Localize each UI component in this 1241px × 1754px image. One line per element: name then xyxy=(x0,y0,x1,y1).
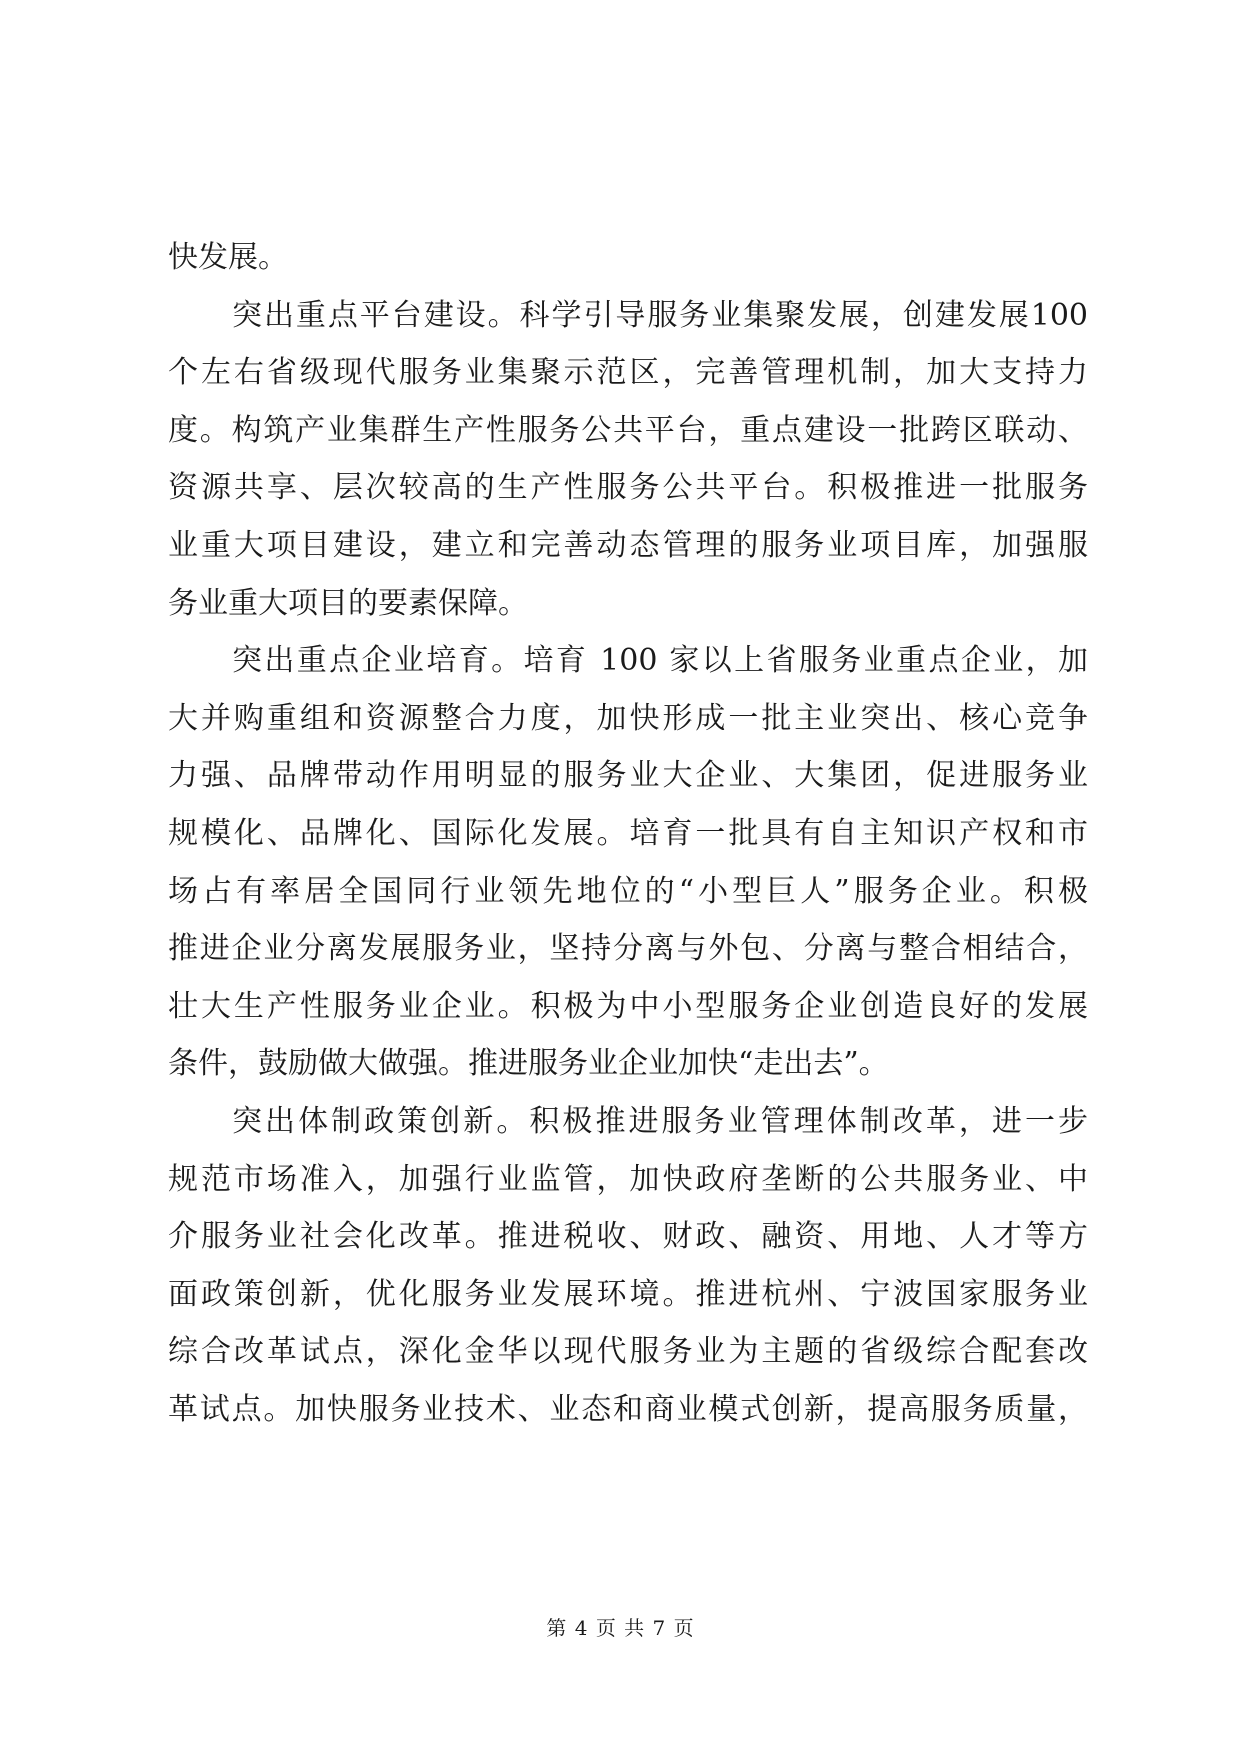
text-line: 度。构筑产业集群生产性服务公共平台，重点建设一批跨区联动、 xyxy=(168,412,1088,448)
text-line: 革试点。加快服务业技术、业态和商业模式创新，提高服务质量， xyxy=(168,1391,1088,1427)
text-line: 规模化、品牌化、国际化发展。培育一批具有自主知识产权和市 xyxy=(168,815,1088,851)
text-line: 壮大生产性服务业企业。积极为中小型服务企业创造良好的发展 xyxy=(168,988,1088,1024)
text-line: 务业重大项目的要素保障。 xyxy=(168,585,528,621)
text-line: 规范市场准入，加强行业监管，加快政府垄断的公共服务业、中 xyxy=(168,1161,1088,1197)
paragraph-first-line: 突出重点平台建设。科学引导服务业集聚发展，创建发展100 xyxy=(232,297,1088,333)
text-line: 力强、品牌带动作用明显的服务业大企业、大集团，促进服务业 xyxy=(168,758,1088,794)
text-line: 场占有率居全国同行业领先地位的“小型巨人”服务企业。积极 xyxy=(168,873,1088,909)
text-line: 快发展。 xyxy=(168,240,288,275)
body-text xyxy=(168,229,1088,1438)
text-line: 介服务业社会化改革。推进税收、财政、融资、用地、人才等方 xyxy=(168,1219,1088,1255)
text-line: 条件，鼓励做大做强。推进服务业企业加快“走出去”。 xyxy=(168,1046,889,1082)
paragraph-first-line: 突出重点企业培育。培育 100 家以上省服务业重点企业，加 xyxy=(232,643,1088,679)
text-line: 综合改革试点，深化金华以现代服务业为主题的省级综合配套改 xyxy=(168,1334,1088,1370)
text-line: 个左右省级现代服务业集聚示范区，完善管理机制，加大支持力 xyxy=(168,355,1088,391)
text-line: 面政策创新，优化服务业发展环境。推进杭州、宁波国家服务业 xyxy=(168,1276,1088,1312)
page-number-footer: 第 4 页 共 7 页 xyxy=(546,1616,695,1640)
text-line: 大并购重组和资源整合力度，加快形成一批主业突出、核心竞争 xyxy=(168,700,1088,736)
text-line: 业重大项目建设，建立和完善动态管理的服务业项目库，加强服 xyxy=(168,527,1088,563)
text-line: 推进企业分离发展服务业，坚持分离与外包、分离与整合相结合， xyxy=(168,931,1088,967)
text-line: 资源共享、层次较高的生产性服务公共平台。积极推进一批服务 xyxy=(168,470,1088,506)
paragraph-first-line: 突出体制政策创新。积极推进服务业管理体制改革，进一步 xyxy=(232,1103,1088,1139)
